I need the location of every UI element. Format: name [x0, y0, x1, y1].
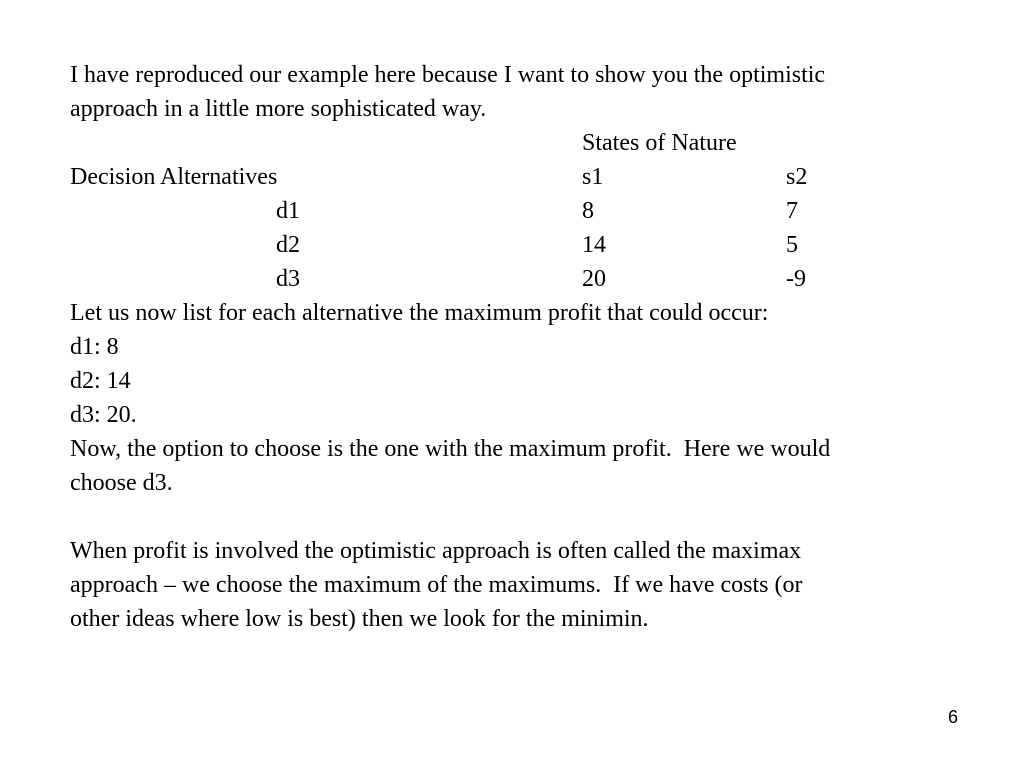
row-label-d3: d3 — [276, 266, 300, 292]
cell-d3-s2: -9 — [786, 266, 806, 292]
row-label-d2: d2 — [276, 232, 300, 258]
row-label-d1: d1 — [276, 198, 300, 224]
list-item: d3: 20. — [70, 402, 137, 428]
max-list-heading: Let us now list for each alternative the maximum profit that could occur: — [70, 300, 769, 326]
decision-alternatives-heading: Decision Alternatives — [70, 164, 278, 190]
maximax-line-1: When profit is involved the optimistic approach is often called the maximax — [70, 538, 802, 564]
intro-line-1: I have reproduced our example here because I want to show you the optimistic — [70, 62, 826, 88]
column-header-s1: s1 — [582, 164, 604, 190]
list-item: d2: 14 — [70, 368, 131, 394]
page-number: 6 — [948, 707, 959, 727]
cell-d2-s1: 14 — [582, 232, 606, 258]
maximax-line-2: approach – we choose the maximum of the maximums. If we have costs (or — [70, 572, 803, 598]
maximax-line-3: other ideas where low is best) then we look for the minimin. — [70, 606, 649, 632]
conclusion-line-2: choose d3. — [70, 470, 173, 496]
intro-line-2: approach in a little more sophisticated way. — [70, 96, 487, 122]
cell-d3-s1: 20 — [582, 266, 606, 292]
cell-d1-s2: 7 — [786, 198, 798, 224]
cell-d2-s2: 5 — [786, 232, 798, 258]
list-item: d1: 8 — [70, 334, 119, 360]
column-header-s2: s2 — [786, 164, 808, 190]
states-of-nature-heading: States of Nature — [582, 130, 737, 156]
conclusion-line-1: Now, the option to choose is the one with the maximum profit. Here we would — [70, 436, 831, 462]
cell-d1-s1: 8 — [582, 198, 594, 224]
